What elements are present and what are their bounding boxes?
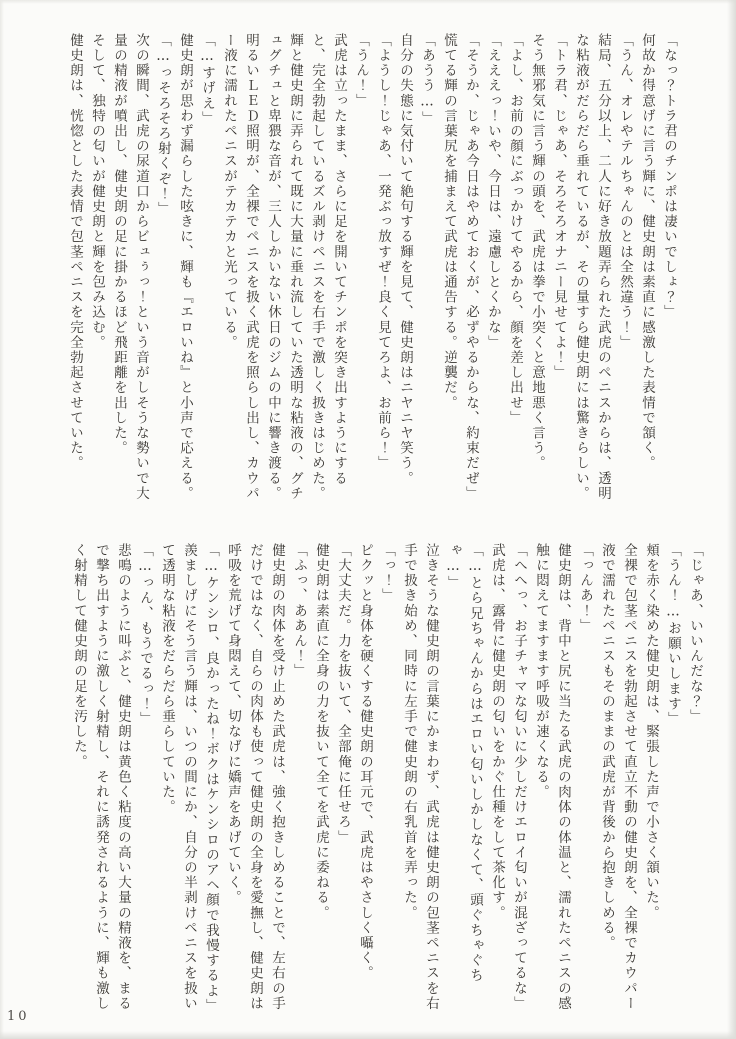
text-block-bottom xyxy=(34,543,706,1017)
paragraph: 「ふっ、ああん！」 xyxy=(291,543,307,679)
page-edge-shadow-bottom xyxy=(0,1031,736,1039)
paragraph: 何故か得意げに言う輝に、健史朗は素直に感激した表情で頷く。 xyxy=(639,33,655,471)
paragraph: 悲鳴のように叫ぶと、健史朗は黄色く粘度の高い大量の精液を、まるで撃ち出すように激しく射精し、それに誘発されるように、輝も激しく射精して健史朗の足を汚した。 xyxy=(71,543,131,1012)
paragraph: 「えええっ！いや、今日は、遠慮しとくかな」 xyxy=(485,33,501,351)
paragraph: 「…っん、もうでるっ！」 xyxy=(137,543,153,727)
paragraph: 頬を赤く染めた健史朗は、緊張した声で小さく頷いた。 xyxy=(643,543,659,921)
paragraph: 健史朗は素直に全身の力を抜いて全てを武虎に委ねる。 xyxy=(313,543,329,921)
paragraph: 「うん！」 xyxy=(353,33,369,109)
paragraph: 「じゃあ、いいんだな？」 xyxy=(687,543,703,725)
paragraph: 武虎は、露骨に健史朗の匂いをかぐ仕種をして茶化す。 xyxy=(489,543,505,921)
paragraph: 健史朗は、恍惚とした表情で包茎ペニスを完全勃起させていた。 xyxy=(67,33,83,471)
paragraph: 健史朗が思わず漏らした呟きに、輝も『エロいね』と小声で応える。 xyxy=(177,33,193,502)
paragraph: 「そうか、じゃあ今日はやめておくが、必ずやるからな、約束だぜ」 xyxy=(463,33,479,502)
paragraph: 輝と健史朗に弄られて既に大量に垂れ流していた透明な粘液の、グチュグチュと卑猥な音が、三人しかいない休日のジムの中に響き渡る。 xyxy=(265,33,303,502)
paragraph: 「よし、お前の顔にぶっかけてやるから、顔を差し出せ」 xyxy=(507,33,523,426)
page-number: 10 xyxy=(7,1009,30,1024)
paragraph: 次の瞬間、武虎の尿道口からビュぅっ！という音がしそうな勢いで大量の精液が噴出し、健史朗の足に掛かるほど飛距離を出した。 xyxy=(111,33,149,502)
paragraph: 「なっ？トラ君のチンポは凄いでしょ？」 xyxy=(661,33,677,320)
paragraph: 泣きそうな健史朗の言葉にかまわず、武虎は健史朗の包茎ペニスを右手で扱き始め、同時に左手で健史朗の右乳首を弄った。 xyxy=(401,543,439,1012)
paragraph: 「ようし！じゃあ、一発ぶっ放すぜ！良く見てろよ、お前ら！」 xyxy=(375,33,391,471)
paragraph: 「…っそろそろ射くぞ！」 xyxy=(155,33,171,217)
paragraph: 「うん、オレやテルちゃんのとは全然違う！」 xyxy=(617,33,633,351)
paragraph: 「っ！」 xyxy=(379,543,395,604)
paragraph: ピクッと身体を硬くする健史朗の耳元で、武虎はやさしく囁く。 xyxy=(357,543,373,981)
paragraph: そう無邪気に言う輝の頭を、武虎は拳で小突くと意地悪く言う。 xyxy=(529,33,545,471)
paragraph: 「…すげえ」 xyxy=(199,33,215,127)
paragraph: 全裸で包茎ペニスを勃起させて直立不動の健史朗を、全裸でカウパー液で濡れたペニスもそのままの武虎が背後から抱きしめる。 xyxy=(599,543,637,1012)
paragraph: 慌てる輝の言葉尻を捕まえて武虎は通告する。逆襲だ。 xyxy=(441,33,457,411)
paragraph: 「あうう…」 xyxy=(419,33,435,127)
text-block-top xyxy=(55,33,680,511)
page-edge-shadow-right xyxy=(727,0,736,1039)
paragraph: 「大丈夫だ。力を抜いて、全部俺に任せろ」 xyxy=(335,543,351,845)
paragraph: 結局、五分以上、二人に好き放題弄られた武虎のペニスからは、透明な粘液がだらだら垂れているが、その量すら健史朗には驚きらしい。 xyxy=(573,33,611,502)
paragraph: 自分の失態に気付いて絶句する輝を見て、健史朗はニヤニヤ笑う。 xyxy=(397,33,413,486)
paragraph: 健史朗の肉体を受け止めた武虎は、強く抱きしめることで、左右の手だけではなく、自らの肉体も使って健史朗の全身を愛撫し、健史朗は呼吸を荒げて身悶えて、切なげに嬌声をあげていく。 xyxy=(225,543,285,1012)
paragraph: 羨ましげにそう言う輝は、いつの間にか、自分の半剥けペニスを扱いて透明な粘液をだらだら垂らしていた。 xyxy=(159,543,197,1012)
paragraph: 武虎は立ったまま、さらに足を開いてチンポを突き出すようにすると、完全勃起しているズル剥けペニスを右手で激しく扱きはじめた。 xyxy=(309,33,347,502)
paragraph: 「…ケンシロ、良かったね！ボクはケンシロのアヘ顔で我慢するよ」 xyxy=(203,543,219,1014)
paragraph: 「うん！…お願いします」 xyxy=(665,543,681,727)
paragraph: 「へへっ、お子チャマな匂いに少しだけエロイ匂いが混ざってるな」 xyxy=(511,543,527,1012)
paragraph: 「っんあ！」 xyxy=(577,543,593,634)
paragraph: 「…とら兄ちゃんからはエロい匂いしかしなくて、頭ぐちゃぐちゃ…」 xyxy=(445,543,483,984)
paragraph: 「トラ君、じゃあ、そろそろオナニー見せてよ！」 xyxy=(551,33,567,381)
paragraph: 明るいＬＥＤ照明が、全裸でペニスを扱く武虎を照らし出し、カウパー液に濡れたペニスがテカテカと光っている。 xyxy=(221,33,259,502)
paragraph: そして、独特の匂いが健史朗と輝を包み込む。 xyxy=(89,33,105,351)
page-edge-shadow-left xyxy=(0,0,4,1039)
page-edge-shadow-top xyxy=(0,0,736,4)
paragraph: 健史朗は、背中と尻に当たる武虎の肉体の体温と、濡れたペニスの感触に悶えてますます呼吸が速くなる。 xyxy=(533,543,571,1012)
